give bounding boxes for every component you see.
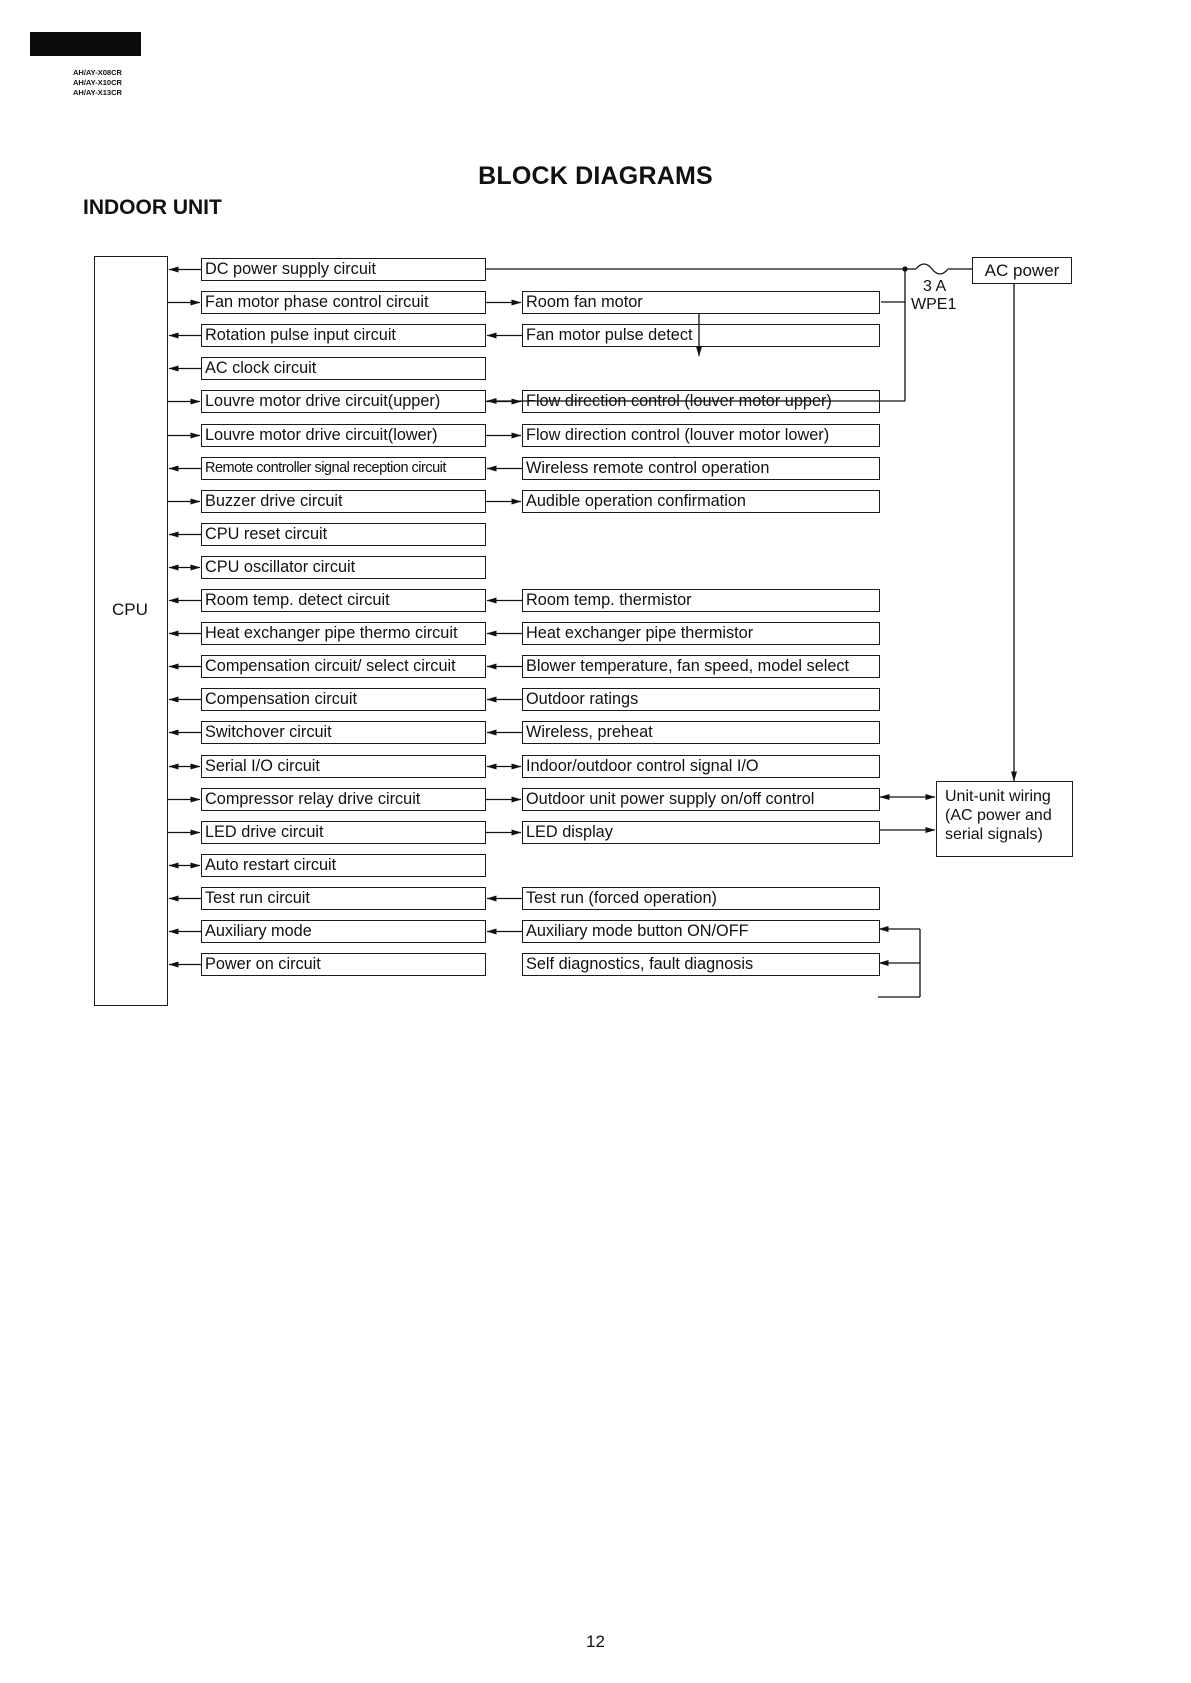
circuit-block: Compensation circuit/ select circuit xyxy=(201,655,486,678)
device-block: Fan motor pulse detect xyxy=(522,324,880,347)
circuit-block: DC power supply circuit xyxy=(201,258,486,281)
device-block: Room fan motor xyxy=(522,291,880,314)
device-block: Flow direction control (louver motor lower) xyxy=(522,424,880,447)
circuit-block: Compensation circuit xyxy=(201,688,486,711)
fuse-rating: 3 A xyxy=(923,278,947,295)
page-number: 12 xyxy=(586,1632,605,1651)
device-block: Heat exchanger pipe thermistor xyxy=(522,622,880,645)
unit-wiring-line: (AC power and xyxy=(945,807,1052,824)
circuit-block: Auto restart circuit xyxy=(201,854,486,877)
circuit-block: Heat exchanger pipe thermo circuit xyxy=(201,622,486,645)
model-number: AH/AY-X13CR xyxy=(73,88,122,97)
cpu-label: CPU xyxy=(112,600,148,619)
circuit-block: Power on circuit xyxy=(201,953,486,976)
device-block: LED display xyxy=(522,821,880,844)
circuit-block: LED drive circuit xyxy=(201,821,486,844)
unit-wiring-line: serial signals) xyxy=(945,826,1043,843)
device-block: Wireless, preheat xyxy=(522,721,880,744)
unit-wiring-line: Unit-unit wiring xyxy=(945,788,1051,805)
fuse-icon xyxy=(916,264,948,274)
device-block: Outdoor ratings xyxy=(522,688,880,711)
connector-lines xyxy=(168,270,522,965)
page-title: BLOCK DIAGRAMS xyxy=(478,162,713,190)
fuse-name: WPE1 xyxy=(911,296,957,313)
device-block: Auxiliary mode button ON/OFF xyxy=(522,920,880,943)
section-title: INDOOR UNIT xyxy=(83,196,222,219)
circuit-block: Room temp. detect circuit xyxy=(201,589,486,612)
circuit-block: Auxiliary mode xyxy=(201,920,486,943)
static-wiring xyxy=(486,264,1014,997)
device-block: Flow direction control (louver motor upper) xyxy=(522,390,880,413)
circuit-block: Louvre motor drive circuit(lower) xyxy=(201,424,486,447)
device-block: Indoor/outdoor control signal I/O xyxy=(522,755,880,778)
circuit-block: Remote controller signal reception circuit xyxy=(201,457,486,480)
model-number: AH/AY-X08CR xyxy=(73,68,122,77)
device-block: Audible operation confirmation xyxy=(522,490,880,513)
model-number: AH/AY-X10CR xyxy=(73,78,122,87)
device-block: Blower temperature, fan speed, model select xyxy=(522,655,880,678)
circuit-block: Fan motor phase control circuit xyxy=(201,291,486,314)
circuit-block: Test run circuit xyxy=(201,887,486,910)
circuit-block: Rotation pulse input circuit xyxy=(201,324,486,347)
circuit-block: CPU oscillator circuit xyxy=(201,556,486,579)
device-block: Outdoor unit power supply on/off control xyxy=(522,788,880,811)
circuit-block: Serial I/O circuit xyxy=(201,755,486,778)
circuit-block: Louvre motor drive circuit(upper) xyxy=(201,390,486,413)
circuit-block: Buzzer drive circuit xyxy=(201,490,486,513)
device-block: Wireless remote control operation xyxy=(522,457,880,480)
circuit-block: Compressor relay drive circuit xyxy=(201,788,486,811)
device-block: Room temp. thermistor xyxy=(522,589,880,612)
ac-power-block: AC power xyxy=(972,257,1072,284)
circuit-block: Switchover circuit xyxy=(201,721,486,744)
device-block: Test run (forced operation) xyxy=(522,887,880,910)
circuit-block: AC clock circuit xyxy=(201,357,486,380)
circuit-block: CPU reset circuit xyxy=(201,523,486,546)
device-block: Self diagnostics, fault diagnosis xyxy=(522,953,880,976)
